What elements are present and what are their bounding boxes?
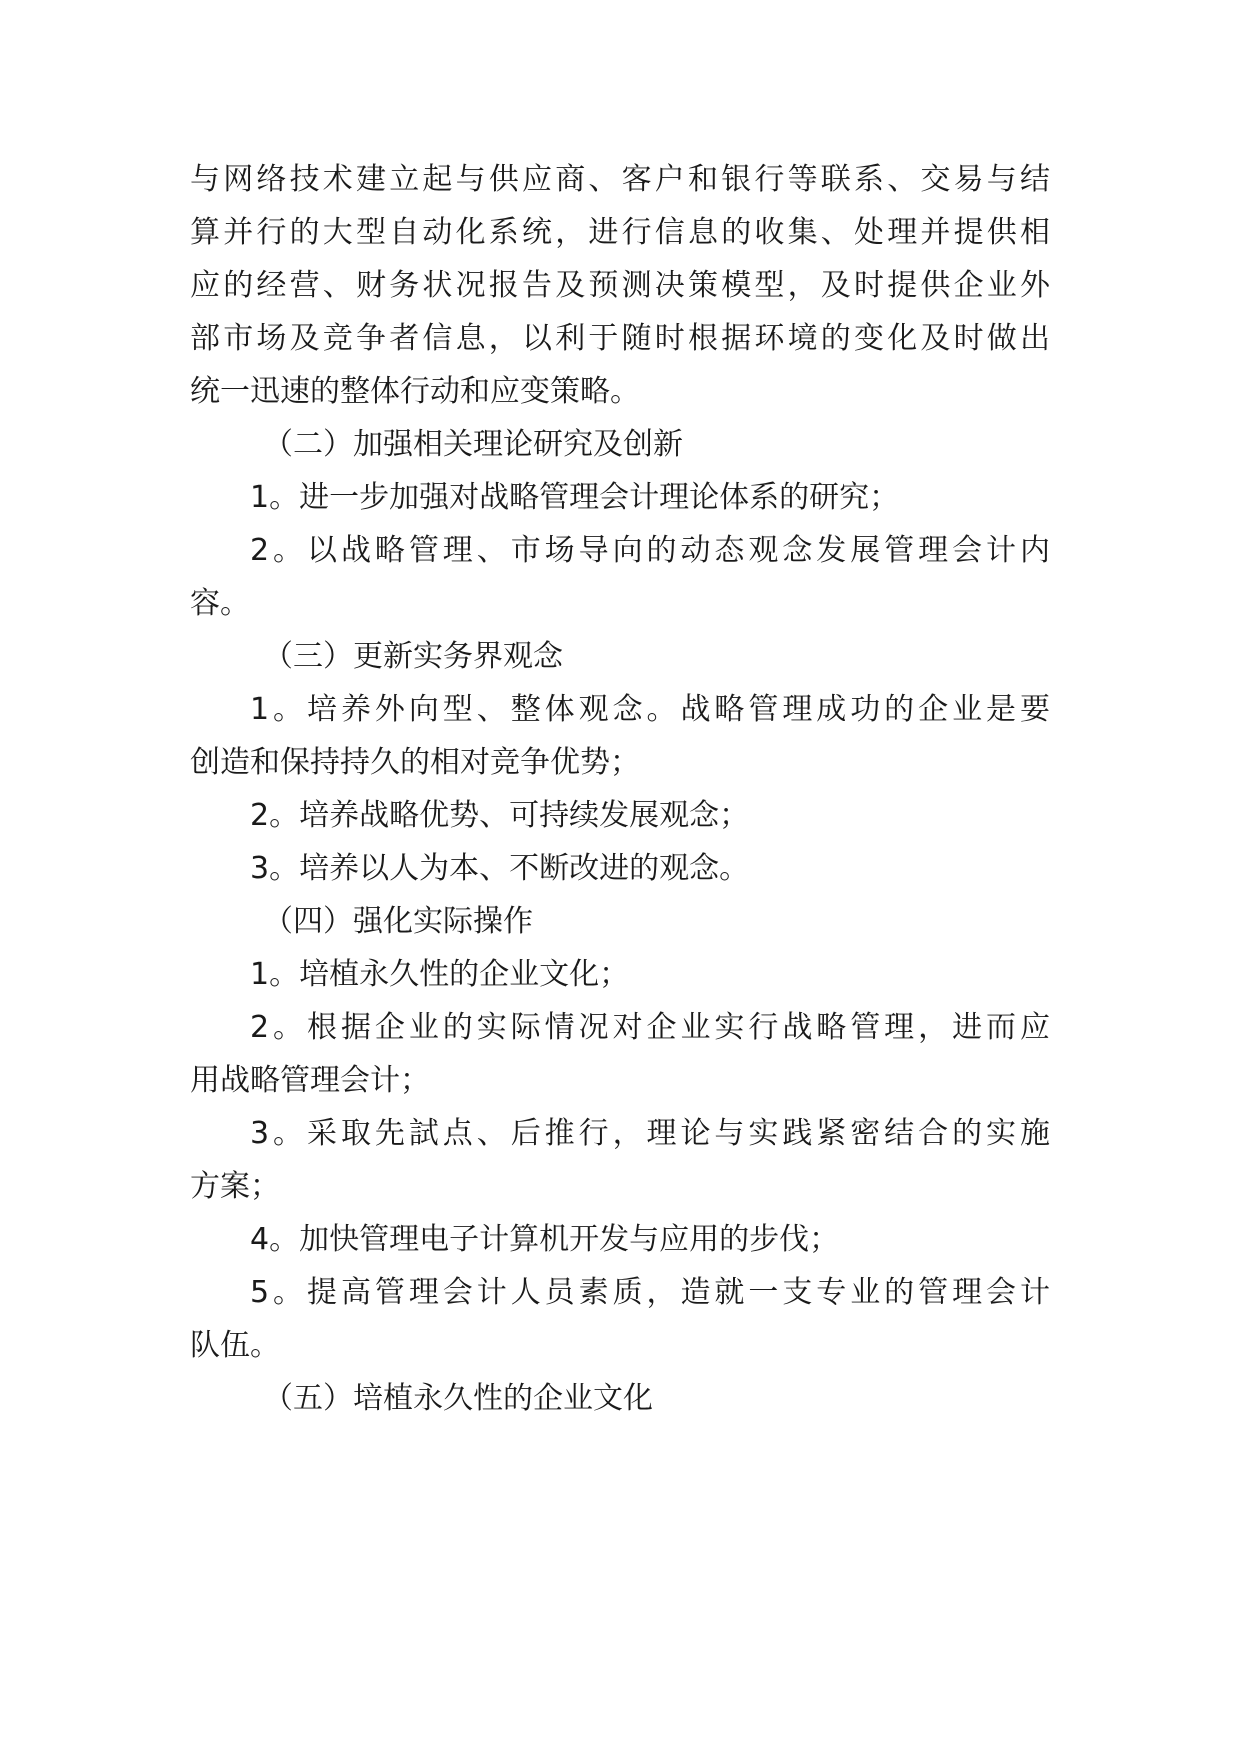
body-text-line: 部市场及竞争者信息，以利于随时根据环境的变化及时做出 [190,321,1050,356]
section-heading: （三）更新实务界观念 [263,639,563,674]
list-item: 1。进一步加强对战略管理会计理论体系的研究； [250,480,900,515]
section-heading: （四）强化实际操作 [263,904,533,939]
list-item: 1。培植永久性的企业文化； [250,957,630,992]
body-text-line: 统一迅速的整体行动和应变策略。 [190,374,640,409]
list-item: 5。提高管理会计人员素质，造就一支专业的管理会计 [250,1275,1050,1310]
body-text-line: 容。 [190,586,250,621]
list-item: 3。培养以人为本、不断改进的观念。 [250,851,750,886]
body-text-line: 与网络技术建立起与供应商、客户和银行等联系、交易与结 [190,162,1050,197]
body-text-line: 应的经营、财务状况报告及预测决策模型，及时提供企业外 [190,268,1050,303]
body-text-line: 创造和保持持久的相对竞争优势； [190,745,640,780]
body-text-line: 用战略管理会计； [190,1063,430,1098]
section-heading: （二）加强相关理论研究及创新 [263,427,683,462]
list-item: 2。以战略管理、市场导向的动态观念发展管理会计内 [250,533,1050,568]
body-text-line: 方案； [190,1169,280,1204]
list-item: 2。培养战略优势、可持续发展观念； [250,798,750,833]
list-item: 4。加快管理电子计算机开发与应用的步伐； [250,1222,840,1257]
list-item: 3。采取先試点、后推行，理论与实践紧密结合的实施 [250,1116,1050,1151]
body-text-line: 算并行的大型自动化系统，进行信息的收集、处理并提供相 [190,215,1050,250]
list-item: 2。根据企业的实际情况对企业实行战略管理，进而应 [250,1010,1050,1045]
section-heading: （五）培植永久性的企业文化 [263,1381,653,1416]
list-item: 1。培养外向型、整体观念。战略管理成功的企业是要 [250,692,1050,727]
body-text-line: 队伍。 [190,1328,280,1363]
